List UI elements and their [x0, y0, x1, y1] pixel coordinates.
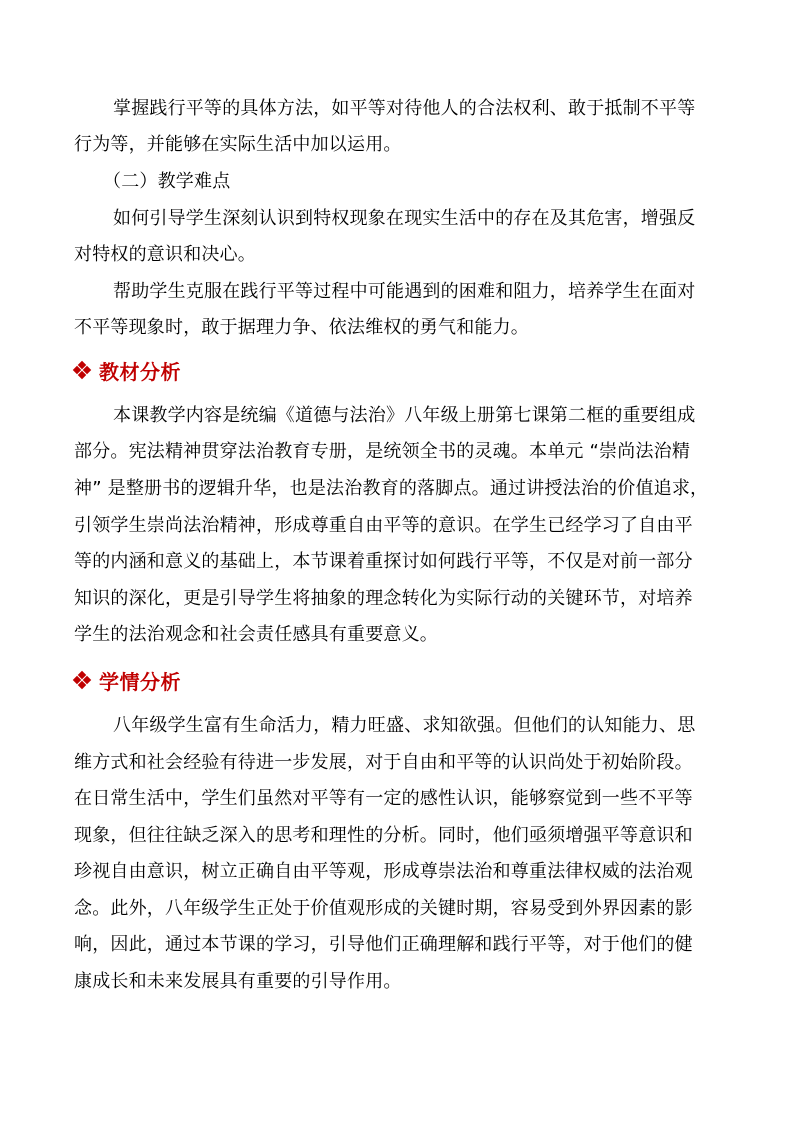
four-diamond-bullet-icon — [74, 362, 90, 378]
student-analysis-heading — [74, 666, 181, 694]
student-paragraph-line: 在日常生活中，学生们虽然对平等有一定的感性认识，能够察觉到一些不平等 — [74, 788, 693, 809]
textbook-paragraph-line: 等的内涵和意义的基础上，本节课着重探讨如何践行平等，不仅是对前一部分 — [74, 551, 693, 572]
textbook-paragraph-line: 引领学生崇尚法治精神，形成尊重自由平等的意识。在学生已经学习了自由平 — [74, 515, 693, 536]
student-paragraph-line: 八年级学生富有生命活力，精力旺盛、求知欲强。但他们的认知能力、思 — [113, 715, 696, 736]
student-paragraph-line: 康成长和未来发展具有重要的引导作用。 — [74, 971, 402, 992]
difficulty-subheading: （二）教学难点 — [103, 171, 231, 192]
textbook-analysis-heading — [74, 356, 181, 384]
difficulty-paragraph-line: 不平等现象时，敢于据理力争、依法维权的勇气和能力。 — [74, 317, 529, 338]
textbook-paragraph-line: 知识的深化，更是引导学生将抽象的理念转化为实际行动的关键环节，对培养 — [74, 588, 693, 609]
textbook-paragraph-line: 部分。宪法精神贯穿法治教育专册，是统领全书的灵魂。本单元 “崇尚法治精 — [74, 441, 691, 462]
student-paragraph-line: 念。此外，八年级学生正处于价值观形成的关键时期，容易受到外界因素的影 — [74, 898, 693, 919]
section-title: 教材分析 — [99, 359, 181, 384]
textbook-paragraph-line: 本课教学内容是统编《道德与法治》八年级上册第七课第二框的重要组成 — [113, 405, 696, 426]
four-diamond-bullet-icon — [74, 672, 90, 688]
textbook-paragraph-line: 学生的法治观念和社会责任感具有重要意义。 — [74, 624, 438, 645]
difficulty-paragraph-line: 对特权的意识和决心。 — [74, 244, 256, 265]
section-title: 学情分析 — [99, 669, 181, 694]
focus-paragraph-line: 掌握践行平等的具体方法，如平等对待他人的合法权利、敢于抵制不平等 — [113, 98, 696, 119]
focus-paragraph-line: 行为等，并能够在实际生活中加以运用。 — [74, 134, 402, 155]
student-paragraph-line: 维方式和社会经验有待进一步发展，对于自由和平等的认识尚处于初始阶段。 — [74, 752, 693, 773]
student-paragraph-line: 珍视自由意识，树立正确自由平等观，形成尊崇法治和尊重法律权威的法治观 — [74, 861, 693, 882]
student-paragraph-line: 响，因此，通过本节课的学习，引导他们正确理解和践行平等，对于他们的健 — [74, 934, 693, 955]
student-paragraph-line: 现象，但往往缺乏深入的思考和理性的分析。同时，他们亟须增强平等意识和 — [74, 825, 693, 846]
difficulty-paragraph-line: 帮助学生克服在践行平等过程中可能遇到的困难和阻力，培养学生在面对 — [113, 281, 696, 302]
textbook-paragraph-line: 神” 是整册书的逻辑升华，也是法治教育的落脚点。通过讲授法治的价值追求， — [74, 478, 709, 499]
difficulty-paragraph-line: 如何引导学生深刻认识到特权现象在现实生活中的存在及其危害，增强反 — [113, 208, 696, 229]
